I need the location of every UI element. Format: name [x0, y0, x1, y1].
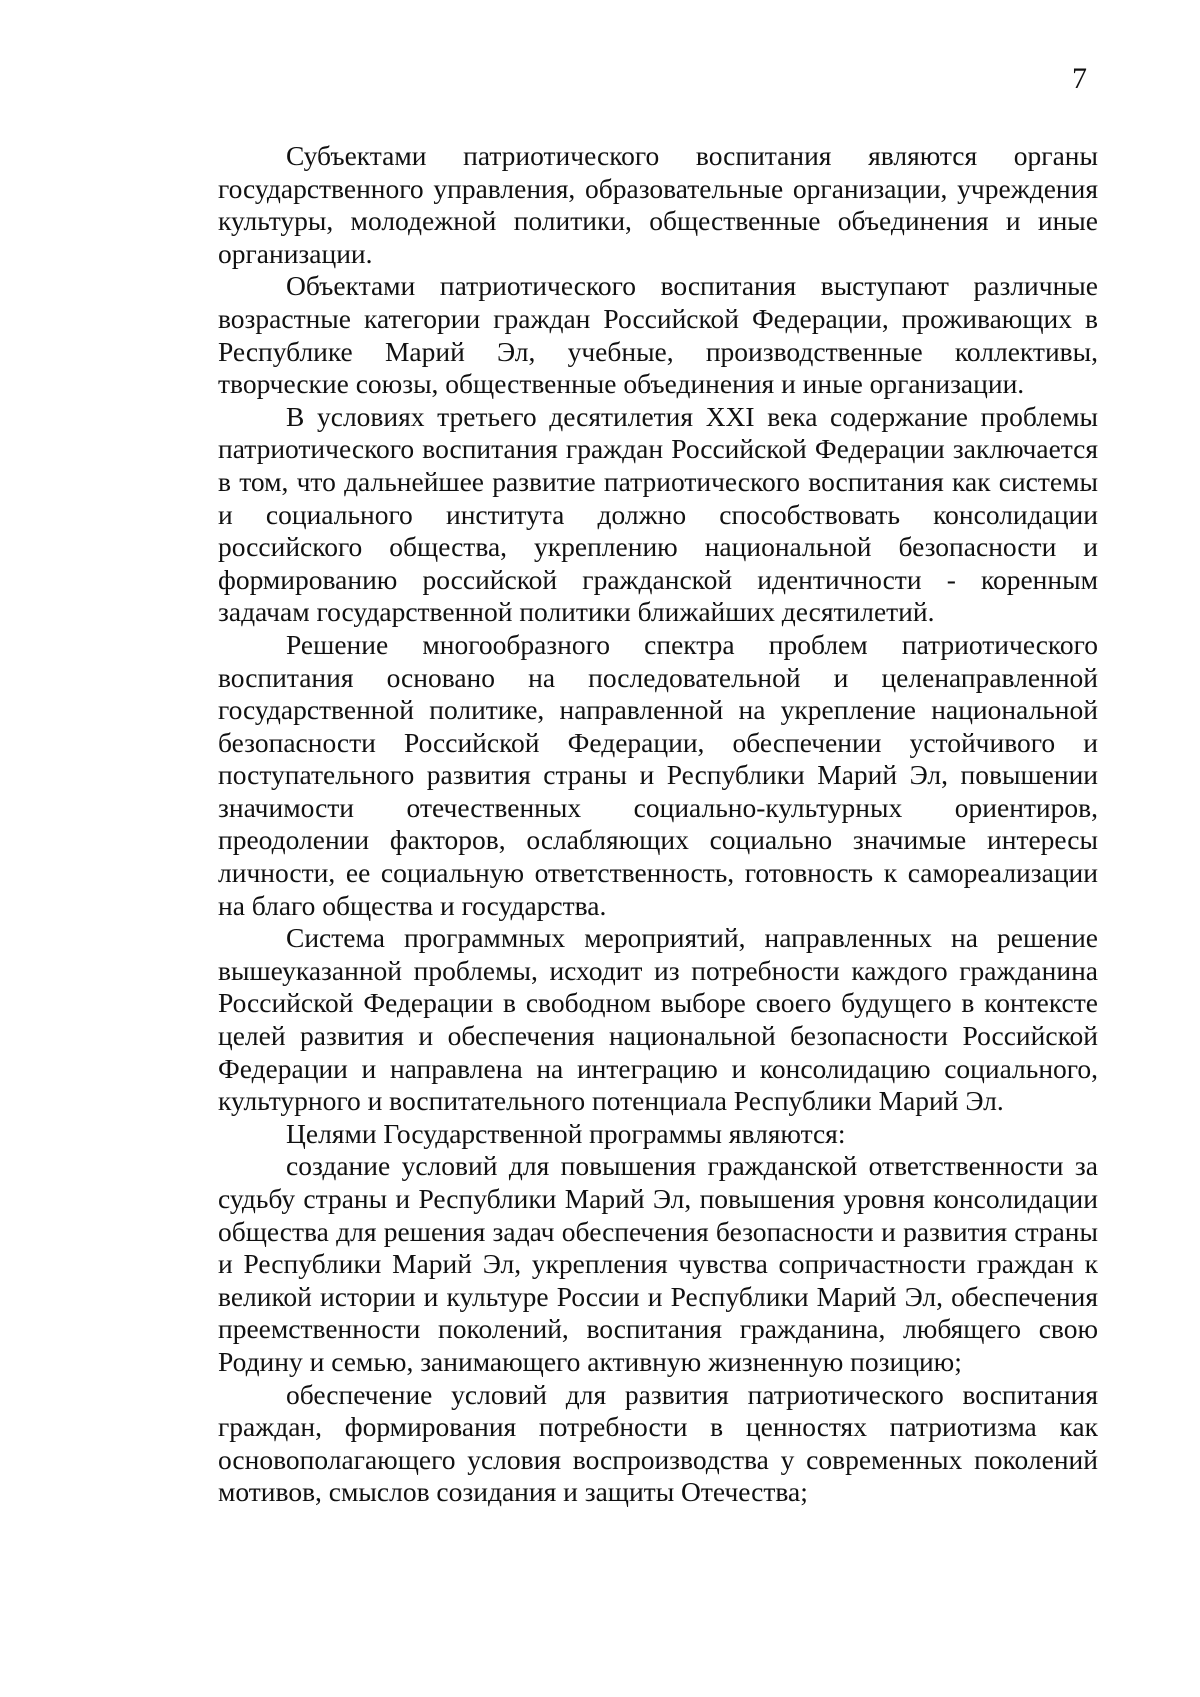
page-number: 7 — [1072, 62, 1087, 95]
paragraph-goal-1: создание условий для повышения гражданской ответственности за судьбу страны и Республики Марий Эл, повышения уровня консолидации общества для решения задач обеспечения безопасности и развития страны и Республики Марий Эл, укрепления чувства сопричастности граждан к великой истории и культуре России и Республики Марий Эл, обеспечения преемственности поколений, воспитания гражданина, любящего свою Родину и семью, занимающего активную жизненную позицию; — [218, 1150, 1098, 1377]
paragraph-objects: Объектами патриотического воспитания выступают различные возрастные категории граждан Российской Федерации, проживающих в Республике Марий Эл, учебные, производственные коллективы, творческие союзы, общественные объединения и иные организации. — [218, 270, 1098, 400]
document-body — [218, 140, 1098, 1509]
paragraph-goal-2: обеспечение условий для развития патриотического воспитания граждан, формирования потребности в ценностях патриотизма как основополагающего условия воспроизводства у современных поколений мотивов, смыслов созидания и защиты Отечества; — [218, 1378, 1098, 1508]
paragraph-goals-heading: Целями Государственной программы являются: — [286, 1117, 846, 1149]
paragraph-problem-solution: Решение многообразного спектра проблем патриотического воспитания основано на последовательной и целенаправленной государственной политике, направленной на укрепление национальной безопасности Российской Федерации, обеспечении устойчивого и поступательного развития страны и Республики Марий Эл, повышении значимости отечественных социально-культурных ориентиров, преодолении факторов, ослабляющих социально значимые интересы личности, ее социальную ответственность, готовность к самореализации на благо общества и государства. — [218, 628, 1098, 921]
paragraph-program-system: Система программных мероприятий, направленных на решение вышеуказанной проблемы, исходит из потребности каждого гражданина Российской Федерации в свободном выборе своего будущего в контексте целей развития и обеспечения национальной безопасности Российской Федерации и направлена на интеграцию и консолидацию социального, культурного и воспитательного потенциала Республики Марий Эл. — [218, 922, 1098, 1117]
paragraph-problem-content: В условиях третьего десятилетия XXI века содержание проблемы патриотического воспитания граждан Российской Федерации заключается в том, что дальнейшее развитие патриотического воспитания как системы и социального института должно способствовать консолидации российского общества, укреплению национальной безопасности и формированию российской гражданской идентичности - коренным задачам государственной политики ближайших десятилетий. — [218, 400, 1098, 628]
paragraph-subjects: Субъектами патриотического воспитания являются органы государственного управления, образовательные организации, учреждения культуры, молодежной политики, общественные объединения и иные организации. — [218, 140, 1098, 269]
